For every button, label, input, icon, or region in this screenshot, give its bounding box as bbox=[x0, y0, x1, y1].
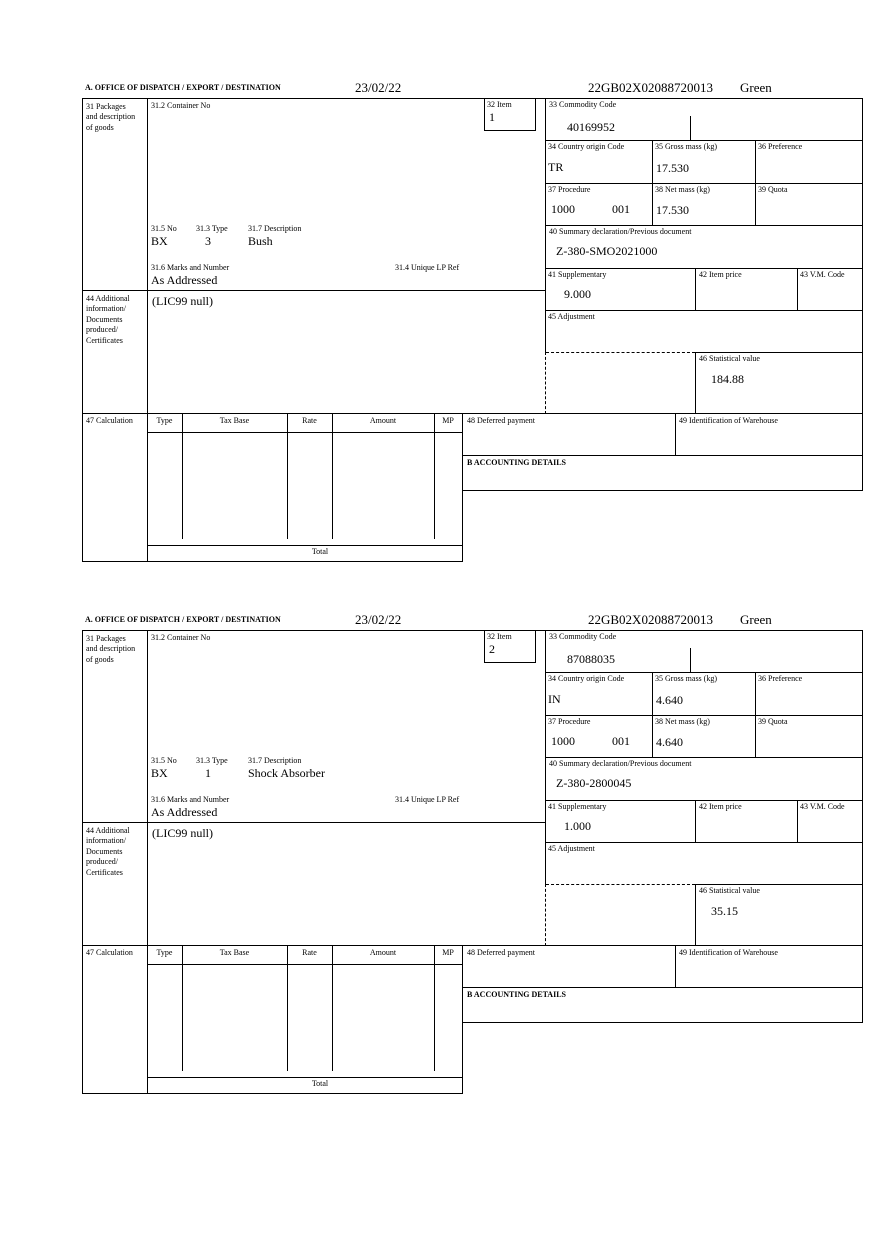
procedure-ext-value: 001 bbox=[612, 202, 630, 216]
rate-column-header: Rate bbox=[302, 948, 317, 957]
box32-item-label: 32 Item bbox=[487, 632, 512, 641]
grid-line bbox=[147, 964, 463, 965]
box39-quota-label: 39 Quota bbox=[758, 717, 788, 726]
box31-2-container-no-label: 31.2 Container No bbox=[151, 101, 211, 110]
grid-line bbox=[332, 413, 333, 539]
grid-line bbox=[82, 290, 546, 291]
grid-line bbox=[82, 98, 83, 562]
box43-vm-code-label: 43 V.M. Code bbox=[800, 270, 845, 279]
grid-line bbox=[332, 945, 333, 1071]
mp-column-header: MP bbox=[442, 948, 454, 957]
box31-packages-label: 31 Packages and description of goods bbox=[86, 102, 136, 132]
dispatch-date-value: 23/02/22 bbox=[355, 612, 402, 627]
grid-line bbox=[147, 1077, 463, 1078]
box31-5-no-label: 31.5 No bbox=[151, 756, 177, 765]
grid-line bbox=[484, 662, 536, 663]
grid-line bbox=[535, 98, 536, 131]
box31-2-container-no-label: 31.2 Container No bbox=[151, 633, 211, 642]
box47-calculation-label: 47 Calculation bbox=[86, 416, 133, 425]
box31-4-unique-lp-ref-label: 31.4 Unique LP Ref bbox=[395, 263, 460, 272]
box38-net-mass-label: 38 Net mass (kg) bbox=[655, 717, 710, 726]
grid-line bbox=[545, 98, 546, 353]
box40-previous-document-label: 40 Summary declaration/Previous document bbox=[549, 227, 692, 236]
packages-count-value: 3 bbox=[205, 234, 211, 248]
additional-info-value: (LIC99 null) bbox=[152, 294, 213, 308]
box46-statistical-value-label: 46 Statistical value bbox=[699, 886, 760, 895]
tax-type-column-header: Type bbox=[156, 948, 173, 957]
grid-line bbox=[462, 490, 863, 491]
goods-description-value: Bush bbox=[248, 234, 273, 248]
routing-status-value: Green bbox=[740, 612, 772, 627]
grid-line bbox=[545, 630, 546, 885]
grid-line bbox=[182, 945, 183, 1071]
grid-line bbox=[82, 413, 863, 414]
amount-column-header: Amount bbox=[369, 416, 397, 425]
box34-country-origin-label: 34 Country origin Code bbox=[548, 674, 625, 683]
box31-5-no-label: 31.5 No bbox=[151, 224, 177, 233]
grid-line bbox=[287, 945, 288, 1071]
grid-line bbox=[484, 98, 485, 131]
accounting-details-label: B ACCOUNTING DETAILS bbox=[467, 458, 566, 467]
grid-line bbox=[82, 630, 863, 631]
box40-previous-document-label: 40 Summary declaration/Previous document bbox=[549, 759, 692, 768]
grid-line bbox=[147, 630, 148, 1094]
box38-net-mass-label: 38 Net mass (kg) bbox=[655, 185, 710, 194]
grid-line bbox=[462, 1022, 863, 1023]
box31-7-description-label: 31.7 Description bbox=[248, 224, 302, 233]
grid-line bbox=[545, 183, 863, 184]
box43-vm-code-label: 43 V.M. Code bbox=[800, 802, 845, 811]
box34-country-origin-label: 34 Country origin Code bbox=[548, 142, 625, 151]
grid-line bbox=[545, 140, 863, 141]
supplementary-units-value: 1.000 bbox=[564, 819, 591, 833]
declaration-reference-value: 22GB02X02088720013 bbox=[588, 612, 713, 627]
procedure-code-value: 1000 bbox=[551, 202, 575, 216]
grid-line bbox=[862, 630, 863, 1023]
grid-line bbox=[82, 1093, 463, 1094]
box31-6-marks-label: 31.6 Marks and Number bbox=[151, 795, 230, 804]
tax-base-column-header: Tax Base bbox=[219, 416, 250, 425]
dashed-grid-line bbox=[546, 884, 695, 885]
box31-packages-label: 31 Packages and description of goods bbox=[86, 634, 136, 664]
grid-line bbox=[675, 413, 676, 456]
grid-line bbox=[545, 800, 863, 801]
declaration-reference-value: 22GB02X02088720013 bbox=[588, 80, 713, 95]
mp-column-header: MP bbox=[442, 416, 454, 425]
box31-6-marks-label: 31.6 Marks and Number bbox=[151, 263, 230, 272]
grid-line bbox=[484, 130, 536, 131]
previous-document-value: Z-380-SMO2021000 bbox=[556, 244, 658, 258]
goods-description-value: Shock Absorber bbox=[248, 766, 325, 780]
grid-line bbox=[797, 268, 798, 311]
grid-line bbox=[695, 800, 696, 843]
grid-line bbox=[82, 561, 463, 562]
box39-quota-label: 39 Quota bbox=[758, 185, 788, 194]
box35-gross-mass-label: 35 Gross mass (kg) bbox=[655, 142, 717, 151]
item-number-value: 1 bbox=[489, 110, 495, 124]
grid-line bbox=[82, 822, 546, 823]
grid-line bbox=[797, 800, 798, 843]
box37-procedure-label: 37 Procedure bbox=[548, 717, 591, 726]
grid-line bbox=[545, 672, 863, 673]
total-label: Total bbox=[311, 1079, 329, 1088]
box36-preference-label: 36 Preference bbox=[758, 142, 803, 151]
additional-info-value: (LIC99 null) bbox=[152, 826, 213, 840]
box32-item-label: 32 Item bbox=[487, 100, 512, 109]
country-origin-value: TR bbox=[548, 160, 564, 174]
box45-adjustment-label: 45 Adjustment bbox=[548, 312, 595, 321]
packages-kind-value: BX bbox=[151, 766, 168, 780]
grid-line bbox=[675, 945, 676, 988]
grid-line bbox=[545, 842, 863, 843]
procedure-code-value: 1000 bbox=[551, 734, 575, 748]
dashed-grid-line bbox=[545, 884, 546, 946]
tax-base-column-header: Tax Base bbox=[219, 948, 250, 957]
grid-line bbox=[695, 884, 696, 946]
packages-count-value: 1 bbox=[205, 766, 211, 780]
supplementary-units-value: 9.000 bbox=[564, 287, 591, 301]
tax-type-column-header: Type bbox=[156, 416, 173, 425]
item-number-value: 2 bbox=[489, 642, 495, 656]
previous-document-value: Z-380-2800045 bbox=[556, 776, 632, 790]
net-mass-value: 17.530 bbox=[656, 203, 689, 217]
grid-line bbox=[755, 672, 756, 758]
dispatch-date-value: 23/02/22 bbox=[355, 80, 402, 95]
grid-line bbox=[695, 352, 696, 414]
box42-item-price-label: 42 Item price bbox=[699, 270, 742, 279]
grid-line bbox=[434, 413, 435, 539]
amount-column-header: Amount bbox=[369, 948, 397, 957]
box31-7-description-label: 31.7 Description bbox=[248, 756, 302, 765]
marks-numbers-value: As Addressed bbox=[151, 805, 218, 819]
dashed-grid-line bbox=[545, 352, 546, 414]
grid-line bbox=[82, 945, 863, 946]
grid-line bbox=[695, 268, 696, 311]
commodity-code-value: 40169952 bbox=[567, 120, 615, 134]
grid-line bbox=[652, 140, 653, 226]
grid-line bbox=[462, 987, 863, 988]
box36-preference-label: 36 Preference bbox=[758, 674, 803, 683]
dashed-grid-line bbox=[546, 352, 695, 353]
box49-warehouse-id-label: 49 Identification of Warehouse bbox=[679, 416, 778, 425]
box46-statistical-value-label: 46 Statistical value bbox=[699, 354, 760, 363]
box47-calculation-label: 47 Calculation bbox=[86, 948, 133, 957]
grid-line bbox=[462, 455, 863, 456]
procedure-ext-value: 001 bbox=[612, 734, 630, 748]
grid-line bbox=[434, 945, 435, 1071]
packages-kind-value: BX bbox=[151, 234, 168, 248]
grid-line bbox=[545, 268, 863, 269]
grid-line bbox=[755, 140, 756, 226]
statistical-value: 184.88 bbox=[711, 372, 744, 386]
grid-line bbox=[462, 413, 463, 562]
grid-line bbox=[862, 98, 863, 491]
box41-supplementary-label: 41 Supplementary bbox=[548, 270, 607, 279]
grid-line bbox=[287, 413, 288, 539]
rate-column-header: Rate bbox=[302, 416, 317, 425]
grid-line bbox=[695, 352, 863, 353]
grid-line bbox=[545, 310, 863, 311]
grid-line bbox=[545, 225, 863, 226]
marks-numbers-value: As Addressed bbox=[151, 273, 218, 287]
box35-gross-mass-label: 35 Gross mass (kg) bbox=[655, 674, 717, 683]
grid-line bbox=[535, 630, 536, 663]
grid-line bbox=[545, 757, 863, 758]
declaration-item-block bbox=[0, 80, 882, 590]
grid-line bbox=[545, 715, 863, 716]
office-of-dispatch-label: A. OFFICE OF DISPATCH / EXPORT / DESTINATION bbox=[85, 83, 281, 92]
accounting-details-label: B ACCOUNTING DETAILS bbox=[467, 990, 566, 999]
grid-line bbox=[484, 630, 485, 663]
grid-line bbox=[652, 672, 653, 758]
grid-line bbox=[147, 98, 148, 562]
grid-line bbox=[182, 413, 183, 539]
grid-line bbox=[82, 98, 863, 99]
box44-additional-info-label: 44 Additional information/ Documents produced/ Certificates bbox=[86, 294, 130, 345]
total-label: Total bbox=[311, 547, 329, 556]
grid-line bbox=[147, 545, 463, 546]
routing-status-value: Green bbox=[740, 80, 772, 95]
grid-line bbox=[462, 945, 463, 1094]
box41-supplementary-label: 41 Supplementary bbox=[548, 802, 607, 811]
net-mass-value: 4.640 bbox=[656, 735, 683, 749]
grid-line bbox=[695, 884, 863, 885]
statistical-value: 35.15 bbox=[711, 904, 738, 918]
box42-item-price-label: 42 Item price bbox=[699, 802, 742, 811]
box31-3-type-label: 31.3 Type bbox=[196, 224, 228, 233]
declaration-item-block bbox=[0, 612, 882, 1122]
country-origin-value: IN bbox=[548, 692, 561, 706]
grid-line bbox=[147, 432, 463, 433]
box31-4-unique-lp-ref-label: 31.4 Unique LP Ref bbox=[395, 795, 460, 804]
box33-commodity-code-label: 33 Commodity Code bbox=[549, 100, 617, 109]
box44-additional-info-label: 44 Additional information/ Documents produced/ Certificates bbox=[86, 826, 130, 877]
commodity-code-value: 87088035 bbox=[567, 652, 615, 666]
gross-mass-value: 4.640 bbox=[656, 693, 683, 707]
box31-3-type-label: 31.3 Type bbox=[196, 756, 228, 765]
commodity-code-tick-line bbox=[690, 116, 691, 141]
box48-deferred-payment-label: 48 Deferred payment bbox=[467, 948, 535, 957]
commodity-code-tick-line bbox=[690, 648, 691, 673]
box48-deferred-payment-label: 48 Deferred payment bbox=[467, 416, 535, 425]
gross-mass-value: 17.530 bbox=[656, 161, 689, 175]
box37-procedure-label: 37 Procedure bbox=[548, 185, 591, 194]
box33-commodity-code-label: 33 Commodity Code bbox=[549, 632, 617, 641]
grid-line bbox=[82, 630, 83, 1094]
office-of-dispatch-label: A. OFFICE OF DISPATCH / EXPORT / DESTINATION bbox=[85, 615, 281, 624]
box45-adjustment-label: 45 Adjustment bbox=[548, 844, 595, 853]
box49-warehouse-id-label: 49 Identification of Warehouse bbox=[679, 948, 778, 957]
